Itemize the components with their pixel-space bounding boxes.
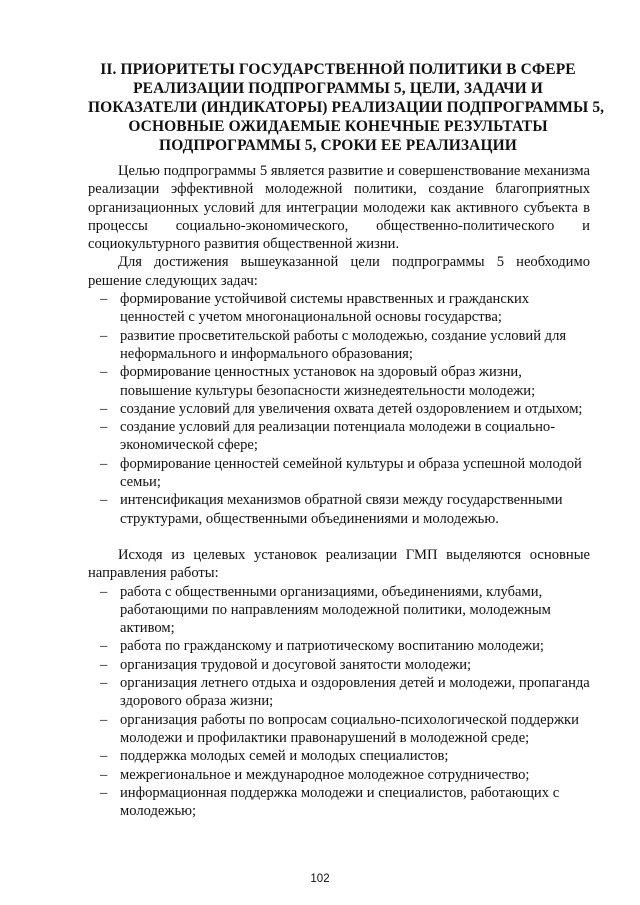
heading-line: II. ПРИОРИТЕТЫ ГОСУДАРСТВЕННОЙ ПОЛИТИКИ В СФЕРЕ <box>100 61 576 78</box>
dash-bullet: – <box>100 400 108 417</box>
section-heading <box>88 60 605 155</box>
list-item-text: межрегиональное и международное молодежное сотрудничество; <box>120 766 530 783</box>
dash-bullet: – <box>100 748 108 765</box>
list-item <box>88 674 590 711</box>
paragraph-gap <box>88 528 590 546</box>
tasks-list <box>88 290 590 528</box>
list-item <box>88 784 590 821</box>
list-item <box>88 656 590 674</box>
list-item <box>88 400 590 418</box>
list-item-text: создание условий для увеличения охвата детей оздоровлением и отдыхом; <box>120 400 583 417</box>
heading-line: ПОКАЗАТЕЛИ (ИНДИКАТОРЫ) РЕАЛИЗАЦИИ ПОДПРОГРАММЫ 5, <box>88 99 605 116</box>
dash-bullet: – <box>100 766 108 783</box>
document-body <box>88 162 590 820</box>
list-item-text: информационная поддержка молодежи и специалистов, работающих с молодежью; <box>120 784 560 820</box>
list-item <box>88 637 590 655</box>
list-item-text: организация трудовой и досуговой занятости молодежи; <box>120 656 472 673</box>
list-item <box>88 418 590 455</box>
list-item-text: организация летнего отдыха и оздоровления детей и молодежи, пропаганда здорового образа жизни; <box>120 675 590 710</box>
list-item <box>88 491 590 528</box>
list-item <box>88 363 590 400</box>
dash-bullet: – <box>100 291 108 308</box>
dash-bullet: – <box>100 455 108 472</box>
heading-line: ОСНОВНЫЕ ОЖИДАЕМЫЕ КОНЕЧНЫЕ РЕЗУЛЬТАТЫ <box>128 118 548 135</box>
list-item-text: организация работы по вопросам социально-психологической поддержки молодежи и профилактики правонарушений в молодежной среде; <box>120 711 579 746</box>
dash-bullet: – <box>100 638 108 655</box>
heading-line: РЕАЛИЗАЦИИ ПОДПРОГРАММЫ 5, ЦЕЛИ, ЗАДАЧИ И <box>133 80 543 97</box>
dash-bullet: – <box>100 675 108 692</box>
dash-bullet: – <box>100 583 108 600</box>
list-item-text: работа с общественными организациями, объединениями, клубами, работающими по направлениям молодежной политики, молодежным активом; <box>120 583 551 637</box>
dash-bullet: – <box>100 364 108 381</box>
dash-bullet: – <box>100 419 108 436</box>
dash-bullet: – <box>100 711 108 728</box>
list-item-text: поддержка молодых семей и молодых специалистов; <box>120 748 449 765</box>
list-item <box>88 583 590 638</box>
page-number: 102 <box>310 873 330 885</box>
list-item <box>88 711 590 748</box>
list-item <box>88 747 590 765</box>
dash-bullet: – <box>100 492 108 509</box>
directions-intro-paragraph: Исходя из целевых установок реализации ГМП выделяются основные направления работы: <box>88 546 590 582</box>
list-item-text: развитие просветительской работы с молодежью, создание условий для неформального и информального образования; <box>120 327 567 362</box>
list-item-text: интенсификация механизмов обратной связи между государственными структурами, общественными объединениями и молодежью. <box>120 492 563 527</box>
list-item <box>88 327 590 364</box>
list-item-text: формирование устойчивой системы нравственных и гражданских ценностей с учетом многонациональной основы государства; <box>120 291 530 326</box>
heading-line: ПОДПРОГРАММЫ 5, СРОКИ ЕЕ РЕАЛИЗАЦИИ <box>159 137 517 154</box>
dash-bullet: – <box>100 784 108 801</box>
list-item-text: создание условий для реализации потенциала молодежи в социально-экономической сфере; <box>120 419 556 454</box>
list-item-text: формирование ценностных установок на здоровый образ жизни, повышение культуры безопасности жизнедеятельности молодежи; <box>120 364 536 399</box>
dash-bullet: – <box>100 327 108 344</box>
tasks-intro-paragraph: Для достижения вышеуказанной цели подпрограммы 5 необходимо решение следующих задач: <box>88 254 590 289</box>
directions-list <box>88 583 590 821</box>
intro-paragraph: Целью подпрограммы 5 является развитие и совершенствование механизма реализации эффективной молодежной политики, создание благоприятных организационных условий для интеграции молодежи как активного субъекта в процессы социально-экономического, общественно-политического и социокультурного развития общественной жизни. <box>88 163 590 253</box>
list-item-text: формирование ценностей семейной культуры и образа успешной молодой семьи; <box>120 455 582 491</box>
list-item <box>88 455 590 492</box>
list-item <box>88 290 590 327</box>
list-item-text: работа по гражданскому и патриотическому воспитанию молодежи; <box>120 638 544 655</box>
list-item <box>88 766 590 784</box>
dash-bullet: – <box>100 656 108 673</box>
